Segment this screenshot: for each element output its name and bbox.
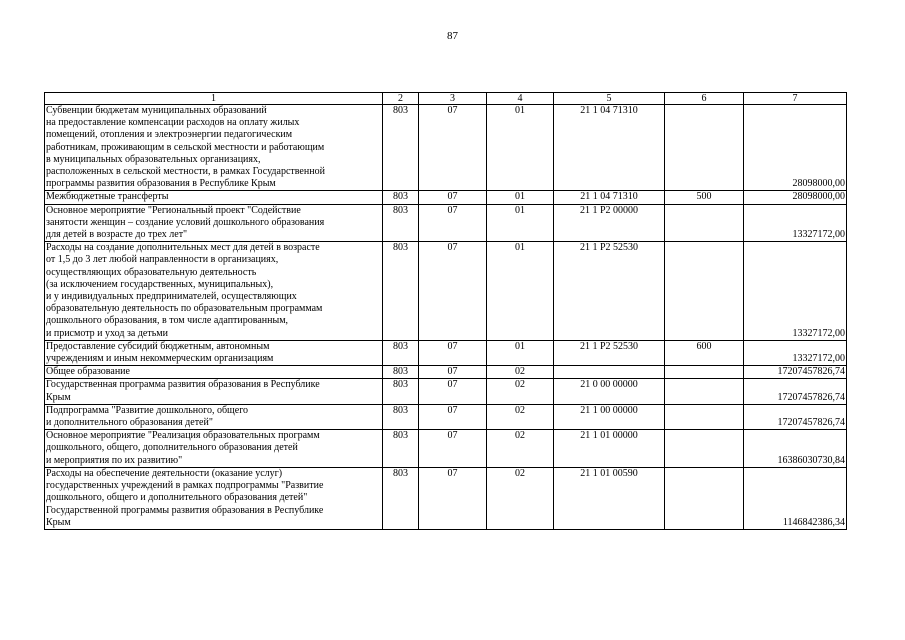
- table-row: [45, 340, 847, 365]
- expense-type-cell: [665, 404, 744, 429]
- ministry-code-cell: 803: [383, 204, 419, 242]
- target-article-cell: 21 1 01 00000: [554, 430, 665, 468]
- table-row: [45, 105, 847, 191]
- item-name-cell: Государственная программа развития образования в Республике Крым: [45, 379, 383, 404]
- expense-type-cell: [665, 379, 744, 404]
- amount-cell: 28098000,00: [744, 105, 847, 191]
- ministry-code-cell: 803: [383, 366, 419, 379]
- header-cell-5: 5: [554, 93, 665, 105]
- header-row: [45, 93, 847, 105]
- subsection-code-cell: 01: [487, 340, 554, 365]
- section-code-cell: 07: [419, 242, 487, 341]
- header-cell-4: 4: [487, 93, 554, 105]
- amount-cell: 17207457826,74: [744, 404, 847, 429]
- table-row: [45, 467, 847, 529]
- header-cell-7: 7: [744, 93, 847, 105]
- header-cell-3: 3: [419, 93, 487, 105]
- item-name-cell: Расходы на обеспечение деятельности (оказание услуг) государственных учреждений в рамках подпрограммы "Развитие дошкольного, общего и дополнительного образования детей" Государственной программы развития образования в Республике Крым: [45, 467, 383, 529]
- ministry-code-cell: 803: [383, 467, 419, 529]
- page-number: 87: [447, 30, 458, 42]
- ministry-code-cell: 803: [383, 242, 419, 341]
- section-code-cell: 07: [419, 379, 487, 404]
- amount-cell: 17207457826,74: [744, 379, 847, 404]
- subsection-code-cell: 01: [487, 204, 554, 242]
- section-code-cell: 07: [419, 404, 487, 429]
- ministry-code-cell: 803: [383, 404, 419, 429]
- subsection-code-cell: 02: [487, 379, 554, 404]
- target-article-cell: 21 1 Р2 52530: [554, 242, 665, 341]
- section-code-cell: 07: [419, 204, 487, 242]
- amount-cell: 13327172,00: [744, 204, 847, 242]
- ministry-code-cell: 803: [383, 379, 419, 404]
- section-code-cell: 07: [419, 105, 487, 191]
- section-code-cell: 07: [419, 340, 487, 365]
- table-row: [45, 379, 847, 404]
- target-article-cell: 21 1 04 71310: [554, 105, 665, 191]
- amount-cell: 16386030730,84: [744, 430, 847, 468]
- amount-cell: 17207457826,74: [744, 366, 847, 379]
- table-row: [45, 242, 847, 341]
- section-code-cell: 07: [419, 366, 487, 379]
- item-name-cell: Основное мероприятие "Реализация образовательных программ дошкольного, общего, дополнительного образования детей и мероприятия по их развитию": [45, 430, 383, 468]
- expense-type-cell: 500: [665, 191, 744, 204]
- amount-cell: 13327172,00: [744, 340, 847, 365]
- subsection-code-cell: 01: [487, 105, 554, 191]
- item-name-cell: Подпрограмма "Развитие дошкольного, общего и дополнительного образования детей": [45, 404, 383, 429]
- budget-table: [44, 92, 847, 530]
- target-article-cell: 21 0 00 00000: [554, 379, 665, 404]
- header-cell-6: 6: [665, 93, 744, 105]
- expense-type-cell: [665, 430, 744, 468]
- table-row: [45, 430, 847, 468]
- amount-cell: 28098000,00: [744, 191, 847, 204]
- subsection-code-cell: 02: [487, 467, 554, 529]
- expense-type-cell: [665, 105, 744, 191]
- item-name-cell: Межбюджетные трансферты: [45, 191, 383, 204]
- expense-type-cell: [665, 204, 744, 242]
- target-article-cell: 21 1 Р2 00000: [554, 204, 665, 242]
- expense-type-cell: 600: [665, 340, 744, 365]
- header-cell-2: 2: [383, 93, 419, 105]
- target-article-cell: 21 1 Р2 52530: [554, 340, 665, 365]
- item-name-cell: Основное мероприятие "Региональный проект "Содействие занятости женщин – создание условий дошкольного образования для детей в возрасте до трех лет": [45, 204, 383, 242]
- item-name-cell: Субвенции бюджетам муниципальных образований на предоставление компенсации расходов на оплату жилых помещений, отопления и электроэнергии педагогическим работникам, проживающим в сельской местности и работающим в муниципальных образовательных организациях, расположенных в сельской местности, в рамках Государственной программы развития образования в Республике Крым: [45, 105, 383, 191]
- subsection-code-cell: 02: [487, 430, 554, 468]
- ministry-code-cell: 803: [383, 191, 419, 204]
- target-article-cell: [554, 366, 665, 379]
- section-code-cell: 07: [419, 191, 487, 204]
- table-row: [45, 404, 847, 429]
- subsection-code-cell: 01: [487, 191, 554, 204]
- ministry-code-cell: 803: [383, 105, 419, 191]
- expense-type-cell: [665, 467, 744, 529]
- expense-type-cell: [665, 242, 744, 341]
- target-article-cell: 21 1 01 00590: [554, 467, 665, 529]
- ministry-code-cell: 803: [383, 340, 419, 365]
- table-row: [45, 191, 847, 204]
- target-article-cell: 21 1 00 00000: [554, 404, 665, 429]
- section-code-cell: 07: [419, 467, 487, 529]
- section-code-cell: 07: [419, 430, 487, 468]
- table-row: [45, 366, 847, 379]
- header-cell-1: 1: [45, 93, 383, 105]
- amount-cell: 1146842386,34: [744, 467, 847, 529]
- subsection-code-cell: 02: [487, 404, 554, 429]
- subsection-code-cell: 02: [487, 366, 554, 379]
- amount-cell: 13327172,00: [744, 242, 847, 341]
- item-name-cell: Расходы на создание дополнительных мест для детей в возрасте от 1,5 до 3 лет любой направленности в организациях, осуществляющих образовательную деятельность (за исключением государственных, муниципальных), и у индивидуальных предпринимателей, осуществляющих образовательную деятельность по образовательным программам дошкольного образования, в том числе адаптированным, и присмотр и уход за детьми: [45, 242, 383, 341]
- item-name-cell: Общее образование: [45, 366, 383, 379]
- table-row: [45, 204, 847, 242]
- ministry-code-cell: 803: [383, 430, 419, 468]
- target-article-cell: 21 1 04 71310: [554, 191, 665, 204]
- expense-type-cell: [665, 366, 744, 379]
- item-name-cell: Предоставление субсидий бюджетным, автономным учреждениям и иным некоммерческим организациям: [45, 340, 383, 365]
- subsection-code-cell: 01: [487, 242, 554, 341]
